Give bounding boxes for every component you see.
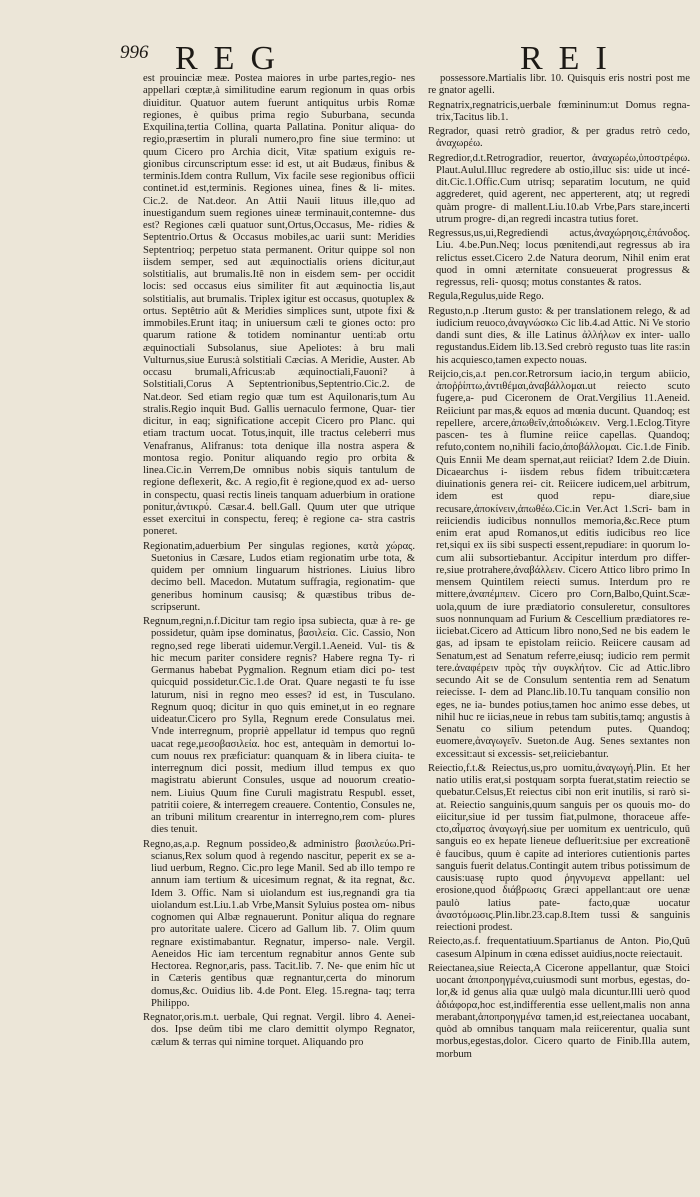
entry-regusto: Regusto,n.p .Iterum gusto: & per translationem relego, & ad iudicium reuoco,ἀναγνώσκω Cic lib.4.ad Attic. Ni Ve storio dandi sunt dies, & ille Latinus ἀλλήλων ex inter- uallo regustandus.Eidem lib.13.Sed crebrò regusto tuas lite ras:in his acquiesco,tamen expecto nouas. — [428, 305, 690, 366]
entry-regressus: Regressus,us,ui,Regrediendi actus,ἀναχώρησις,ἐπάνοδος. Liu. 4.be.Pun.Neq; locus pœnitendi,aut regressus ab ira relictus esset.Cicero 2.de Natura deorum, Nihil enim erat quod in omni æternitate consueuerat progressus & regressus, reli- quosq; motus constantes & ratos. — [428, 228, 690, 288]
entry-reiecto: Reiecto,as.f. frequentatiuum.Spartianus de Anton. Pio,Quũ casesum Alpinum in cœna edisset auidius,nocte reiectauit. — [428, 936, 690, 960]
entry-regula: Regula,Regulus,uide Rego. — [428, 291, 544, 303]
running-headword-left: REG — [175, 40, 291, 77]
left-column — [143, 73, 415, 1051]
right-column — [428, 73, 690, 1063]
entry-regnum: Regnum,regni,n.f.Dicitur tam regio ipsa subiecta, quæ à re- ge possidetur, quàm ipse dominatus, βασιλεία. Cic. Cassio, Non regno,sed rege liberati uidemur.Vergil.1.Aeneid. Vul- tis & hic mecum pariter considere regnis? Habere regna Ty- ri Germanus habebat Pygmalion. Regnum etiam dici po- test quicquid possidetur.Cic.1.de Orat. Quare negasti te fu isse laturum, nisi in regno meo esses? id est, in Tusculano. Regnum quoq; dicitur in quo quis eminet,ut in eo regnare uideatur.Cicero pro Sylla, Regnum erede Consulatus mei. Vnde interregnum, propriè appellatur id tempus quo regnū uacat rege,μεσοβασιλεία. hoc est, antequàm in demortui lo- cum nouus rex præficiatur: quanquam & in libera ciuita- te interregnum dici possit, medium illud tempus ex quo magistratu abierunt Consules, usque ad nouorum creatio- nem. Liuius Quum fine Curuli magistratu Respubl. esset, patritii coiere, & interregem creauere. Contentio, Consules ne, an tribuni militum crearentur in interregno,rem com- plures dies tenuit. — [143, 616, 415, 836]
page-number: 996 — [120, 42, 149, 63]
page-header — [0, 22, 700, 77]
entry-regrador: Regrador, quasi retrò gradior, & per gradus retrò cedo, ἀναχωρέω. — [428, 126, 690, 150]
text-block: possessore.Martialis libr. 10. Quisquis eris nostri post me re gnator agelli. — [428, 73, 690, 97]
entry-reiectio: Reiectio,f.t.& Reiectus,us,pro uomitu,ἀναγωγή.Plin. Et her natio utilis erat,si postquam sorpta fuerat,statim reiectio se quebatur.Celsus,Et reiectus cibi non erit inutilis, si rarò si- at. Reiectio sanguinis,quum sanguis per os quouis mo- do eiicitur,siue id per tussim fiat,pulmone, thoraceue affe- cto,αἷματος ἀναγωγή.siue per uomitum ex uentriculo, quū sanguis eo ex hepate lieneue defluerit:siue per excreationē è faucibus, quum è capite ad interiores cutientionis partes sanguis fuerit delatus.Contingit autem tribus potissimum de causis:uasę rupto quod ῥηγνυμενα appellant: uel erosione,quod διάβρωσις Græci appellant:aut ore uenæ paulò latius pate- facto,quæ uocatur ἀναστόμωσις.Plin.libr.23.cap.8.Item tussi & sanguinis reiectioni prodest. — [428, 762, 690, 933]
entry-regno: Regno,as,a.p. Regnum possideo,& administro βασιλεύω.Pri- scianus,Rex solum quod à regendo nascitur, peperit ex se a- liud uerbum, Regno. Cic.pro lege Manil. Sed ab illo tempo re annum iam tertium & uicesimum regnat, & ita regnat, &c. Idem 3. Offic. Nam si uiolandum est ius,regnandi gra tia uiolandum est.Liu.1.ab Vrbe,Mansit Syluius postea om- nibus cognomen qui Albæ regnauerunt. Ponitur aliqua do regnare pro autoritate ualere. Cicero ad Gallum lib. 7. Olim quum regnare existimabantur. Regnatur, imperso- nale. Vergil. Aeneidos Hic iam tercentum regnabitur annos Gente sub Hectorea. Regnor,aris, pass. Tacit.lib. 7. Ne- que enim hîc ut in Cæteris gentibus quæ regnantur,certa do minorum domus,&c. Ouidius lib. 4.de Pont. Eleg. 15.regna- taq; terra Philippo. — [143, 838, 415, 1009]
entry-regredior: Regredior,d.t.Retrogradior, reuertor, ἀναχωρέω,ὑποστρέφω. Plaut.Aulul.Illuc regredere ab ostio,illuc sis: uide ut incé- dit.Cic.1.Offic.Cum utrisq; separatim locutum, ne quid aggrederet, quid agerent, nec apperterent, atq; ut regredi quàm progre- di mallent.Liu.10.ab Vrbe,Pars stare,incerti utrum progre- di,an regredi incastra tutius foret. — [428, 152, 690, 225]
entry-regionatim: Regionatim,aduerbium Per singulas regiones, κατὰ χώρας. Suetonius in Cæsare, Ludos etiam regionatim urbe tota, & quidem per omnium linguarum histriones. Liuius libro decimo bell. Macedon. Mutatum suffragia, regionatim- que generibus hominum causisq; & quæstibus tribus de- scripserunt. — [143, 540, 415, 613]
entry-reijcio: Reijcio,cis,a.t pen.cor.Retrorsum iacio,in tergum abiicio, ἀποῤῥίπτω,ἀντιθέμαι,ἀναβάλλομαι.ut reiecto scuto fugere,a- pud Ciceronem de Orat.Vergilius 11.Aeneid. Reiiciunt par mas,& equos ad mœnia ducunt. Quandoq; est repellere, arcere,ἀπωθεῖν,ἀποδιώκειν. Verg.1.Eclog.Tityre pascen- tes à flumine reiice capellas. Quandoq; refuto,contem no,nihili facio,ἀποβάλλομαι. Cic.1.de Finib. Quis Ennii Me deam spernat,aut reiiciat? Idem 2.de Diuin. Dicaearchus i- iisdem rebus fidem tribuit:cætera diuinationis genera rei- cit. Reiicere iudicem,uel arbitrum, idem est quod repu- diare,siue recusare,ἀποκίνειν,ἀπωθέω.Cic.in Ver.Act 1.Scri- bam in reiiciendis iudicibus nonnullos memoria,&c.Rece ptum enim erat apud Romanos,ut editis iudicibus reo lice ret,siqui ex iis sibi suspecti essent,repudiare: in quorum lo- cum alii subsortiebantur. Accipitur interdum pro differ- re,siue protrahere,ἀναβάλλειν. Cicero Attico libro primo In mensem Quintilem reiecti sumus. Interdum pro re mittere,ἀναπέμπειν. Cicero pro Corn,Balbo,Quint.Scæ- uola,quum de iure prædiatorio consuleretur, consultores suos nonnunquam ad Furium & Cescellium prædiatores re- iiciebat.Cicero ad Atticum libro nono,Sed ne bis eadem le gas, ad ipsam te epistolam reiicio. Reiicere causam ad Senatum,est ad Senatum referre,eiusq; iudicio rem permit tere.ἀναφέρειν πρὸς τὴν συγκλήτον. Cic ad Attic.libro secundo Ait se de Consulum sententia rem ad Senatum reiecisse. I- dem ad Planc.lib.10.Tu tanquam consilio non eges, ne ia- bundes potius,tamen hoc animo esse debes, ut nihil huc re iicias,neue in rebus tam subitis,tamq; angustis à Senatu co silium petendum putes. Quandoq; euomere,ἀναγωγεῖν. Sueton.de Aug. Senes sextantes non excessit:aut si excessis- set,reiiciebantur. — [428, 368, 690, 760]
running-headword-right: REI — [520, 40, 623, 77]
text-block: est prouinciæ meæ. Postea maiores in urbe partes,regio- nes appellari cœptæ,à similitudine earum regionum in quas orbis diuiditur. Quatuor autem fuerunt antiquitus urbis Romæ regiones, è quibus prima regio Suburbana, secunda Exquilina,tertia Collina, quarta Pallatina. Ponitur aliqua- do regio,præsertim in plurali numero,pro fine siue termino: ut quum Cicero pro Archia dicit, Vitæ spatium exiguis re- gionibus circunscriptum esse: id est, ut ait Budæus, finibus & terminis.Idem contra Rullum, Vix facile sese regionibus officii continet.id est,terminis. Regiones uinea, fines & li- mites. Cic.2. de Nat.deor. An Attii Nauii lituus ille,quo ad inuestigandum suem regiones uineæ terminauit,contemne- dus est? Regiones cæli quatuor sunt,Ortus,Occasus, Me- ridies & Septentrio.Ortus & Occasus mobiles,ac uarii sunt: Meridies Septentrioq; perpetuo stata permanent. Oritur quippe sol non iisdem semper, sed aut æquinoctialis oriens dicitur,aut solstitialis, aut brumalis.Itê non in eisdem sem- per occidit locis: sed occasus eius similiter fit aut æquinoctia lis,aut solstitialis, aut brumalis. Triplex igitur est occasus, quotuplex & ortus. Septêtrio aût & Meridies simplices sunt, utpote fixi & immobiles.Erunt itaq; in uniuersum cæli te giones octo: pro quarum ratione & totidem nominantur uenti:ab ortu æquinoctiali Subsolanus, siue Apeliotes: à bru mali Vulturnus,siue Eurus:à solstitiali Cæcias. A Meridie, Auster. Ab occasu brumali,Africus:ab æquinoctiali,Fauoni? à Solstitiali,Corus A Septentrionibus,Septentrio.Cic.2. de Nat.deor. Sed etiam regio quæ tum est Aquilonaris,tum Au stralis.Regio inquit Bud. Gallis uernaculo fermone, Quar- tier dicitur, in eaq; significatione accepit Cicero pro Planc. qui etiam tractum uocat. Totus,inquit, ille tractus celeberri mus Venafranus, Alifranus: tota denique illa nostra aspera & montosa regio. Ponitur aliquando regio pro orbita & linea.Cic.in Verrem,De omnibus nobis siquis tantulum de regione deflexerit, &c. A regio,fit è regione,quod ex ad- uerso in conspectu, quasi rectis lineis tanquam aduerbium in oratione ponitur,ἀντικρύ. Cæsar.4. bell.Gall. Quum uter que utrique esset exercitui in conspectu, fereq; è regione ca- stra castris poneret. — [143, 73, 415, 538]
entry-reiectanea: Reiectanea,siue Reiecta,A Cicerone appellantur, quæ Stoici uocant ἀποπροηγμένα,cuiusmodi sunt morbus, egestas, do- lor,& id genus alia quæ uulgò mala dicuntur.Illi uerò quod ἀδιάφορα,hoc est,indifferentia esse uellent,malis non anna merabant,ἀποπροηγμένα tamen,id est,reiectanea uocabant, quòd ab omnibus tanquam mala reiicerentur, qualia sunt morbus,egestas,dolor. Cicero quarto de Finib.Illa autem, morbum — [428, 962, 690, 1060]
entry-regnator: Regnator,oris.m.t. uerbale, Qui regnat. Vergil. libro 4. Aenei- dos. Ipse deûm tibi me claro demittit olympo Regnator, cælum & terras qui nimine torquet. Aliquando pro — [143, 1012, 415, 1048]
entry-regnatrix: Regnatrix,regnatricis,uerbale fœmininum:ut Domus regna- trix,Tacitus lib.1. — [428, 99, 690, 123]
